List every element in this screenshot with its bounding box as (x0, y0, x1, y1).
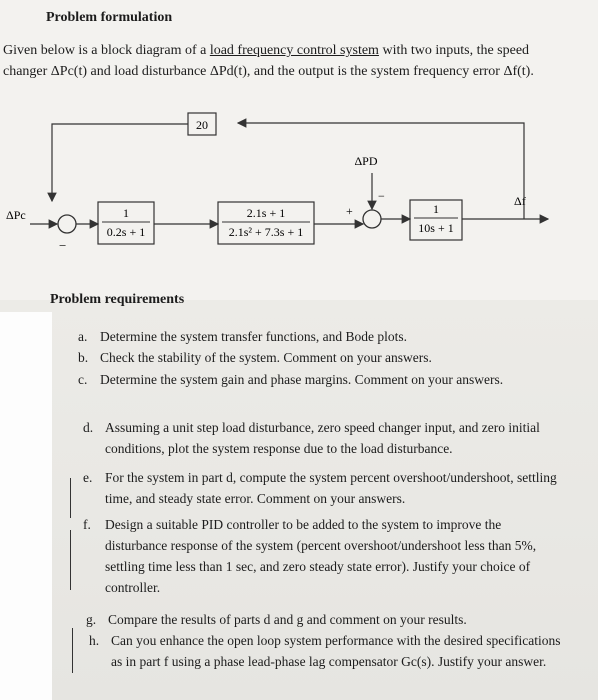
requirement-c (78, 369, 578, 390)
feedback-line-right (238, 123, 524, 219)
item-label: f. (83, 517, 91, 532)
sum2-sign-top: − (378, 189, 385, 203)
item-label: h. (89, 633, 100, 648)
block-diagram (0, 105, 598, 255)
redacted-margin (0, 312, 52, 700)
requirement-e (83, 467, 588, 509)
summing-junction-1 (58, 215, 76, 233)
block2-den: 2.1s² + 7.3s + 1 (228, 225, 304, 239)
item-text: time, and steady state error. Comment on your answers. (105, 491, 406, 506)
item-text: Determine the system gain and phase margins. Comment on your answers. (100, 372, 504, 387)
item-text: as in part f using a phase lead-phase lag compensator Gc(s). Justify your answer. (111, 654, 547, 669)
intro-line-2: changer ΔPc(t) and load disturbance ΔPd(t), and the output is the system frequency error Δf(t). (3, 64, 534, 79)
block3-den: 10s + 1 (418, 221, 454, 235)
item-text: Can you enhance the open loop system performance with the desired specifications (111, 633, 561, 648)
item-text: Determine the system transfer functions, and Bode plots. (100, 329, 408, 344)
item-text: Check the stability of the system. Comment on your answers. (100, 350, 432, 365)
output-label: Δf (514, 194, 526, 208)
margin-bracket-mark (70, 530, 71, 590)
item-text: controller. (105, 580, 161, 595)
margin-bracket-mark (70, 478, 71, 518)
item-label: b. (78, 350, 89, 365)
feedback-gain: 20 (196, 118, 208, 132)
sum2-sign-left: + (346, 204, 353, 218)
item-text: conditions, plot the system response due to the load disturbance. (105, 441, 453, 456)
item-text: Design a suitable PID controller to be added to the system to improve the (105, 517, 502, 532)
requirement-g (86, 609, 586, 630)
requirement-f (83, 514, 588, 598)
block2-num: 2.1s + 1 (246, 206, 286, 220)
requirement-h (89, 630, 589, 672)
requirement-b (78, 347, 578, 368)
item-label: c. (78, 372, 88, 387)
intro-text: Given below is a block diagram of a (3, 43, 210, 58)
item-label: d. (83, 420, 94, 435)
intro-text: with two inputs, the speed (378, 43, 530, 58)
block3-num: 1 (433, 202, 439, 216)
item-text: Assuming a unit step load disturbance, zero speed changer input, and zero initial (105, 420, 540, 435)
disturbance-label: ΔPD (354, 154, 378, 168)
item-label: e. (83, 470, 93, 485)
requirements-title: Problem requirements (50, 292, 185, 307)
item-text: disturbance response of the system (percent overshoot/undershoot less than 5%, (105, 538, 537, 553)
item-label: a. (78, 329, 88, 344)
feedback-line-left (52, 124, 188, 201)
block1-den: 0.2s + 1 (106, 225, 146, 239)
intro-line-1 (3, 40, 593, 61)
input-label: ΔPc (6, 208, 26, 222)
requirement-a (78, 326, 578, 347)
intro-paragraph (3, 40, 593, 82)
sum1-sign: − (59, 238, 67, 253)
item-text: Compare the results of parts d and g and comment on your results. (108, 612, 467, 627)
page-title: Problem formulation (46, 10, 173, 25)
intro-underlined-term: load frequency control system (209, 43, 379, 58)
item-text: For the system in part d, compute the system percent overshoot/undershoot, settling (105, 470, 557, 485)
margin-bracket-mark (72, 628, 73, 673)
item-label: g. (86, 612, 97, 627)
item-text: settling time less than 1 sec, and zero steady state error). Justify your choice of (105, 559, 531, 574)
block1-num: 1 (123, 206, 129, 220)
requirement-d (83, 417, 588, 459)
summing-junction-2 (363, 210, 381, 228)
